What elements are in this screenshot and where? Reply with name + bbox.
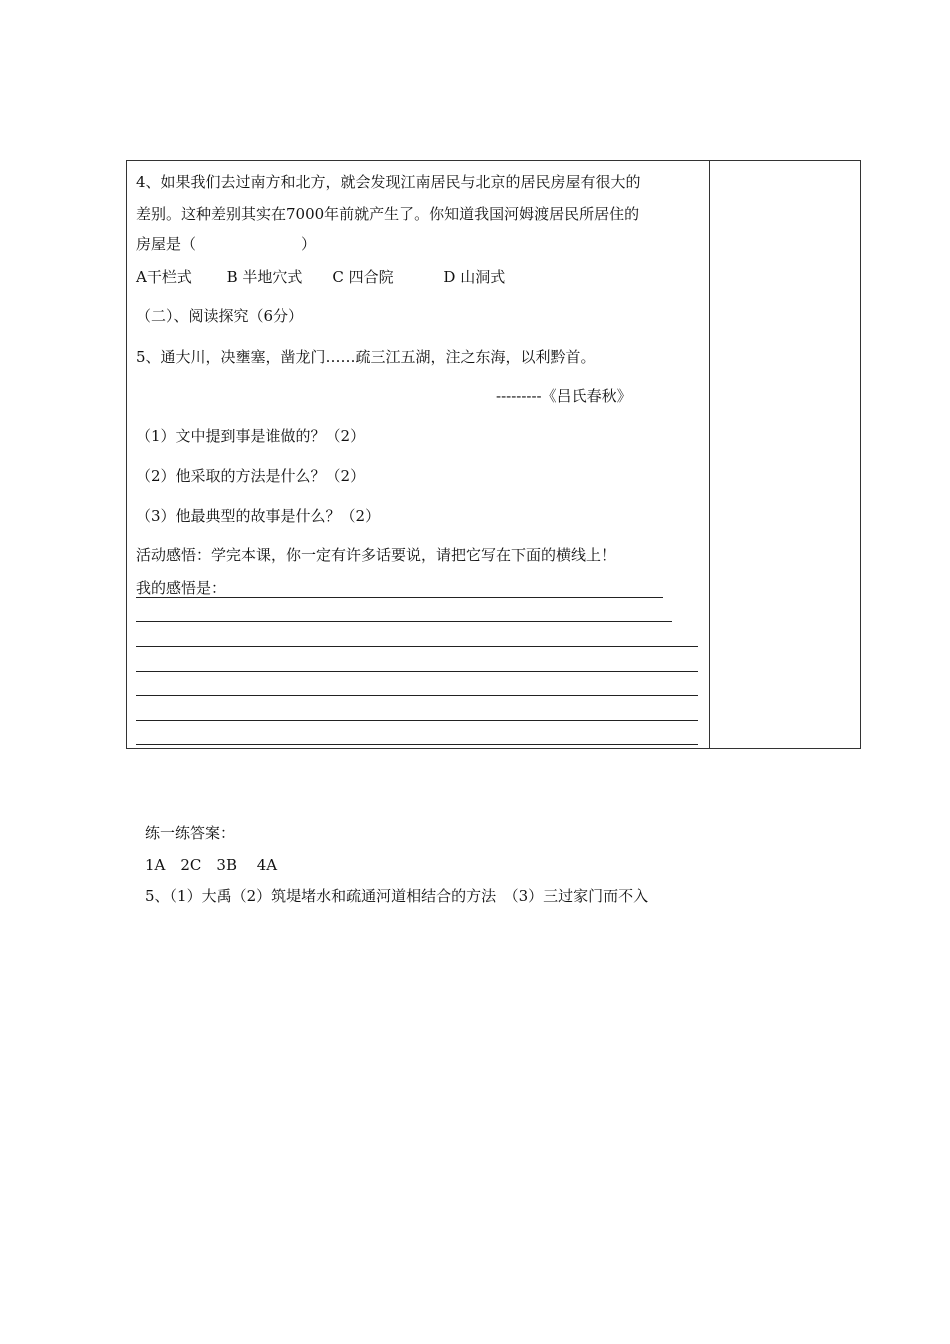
column-divider bbox=[709, 161, 710, 748]
question-4-line-2: 差别。这种差别其实在7000年前就产生了。你知道我国河姆渡居民所居住的 bbox=[136, 205, 640, 223]
answers-title: 练一练答案： bbox=[145, 824, 236, 842]
writing-line-6 bbox=[136, 720, 698, 721]
writing-line-7 bbox=[136, 744, 698, 745]
writing-line-3 bbox=[136, 646, 698, 647]
worksheet-table bbox=[126, 160, 861, 749]
section-2-heading: （二）、阅读探究（6分） bbox=[136, 307, 304, 325]
answers-line-1: 1A 2C 3B 4A bbox=[145, 856, 278, 874]
writing-line-2 bbox=[136, 621, 672, 622]
writing-line-5 bbox=[136, 695, 698, 696]
writing-line-1 bbox=[136, 597, 663, 598]
question-4-line-3: 房屋是（ ） bbox=[136, 235, 317, 253]
question-5-sub-3: （3）他最典型的故事是什么？（2） bbox=[136, 507, 381, 525]
reflection-prompt: 活动感悟：学完本课，你一定有许多话要说，请把它写在下面的横线上！ bbox=[136, 546, 617, 564]
writing-line-4 bbox=[136, 671, 698, 672]
question-5-sub-2: （2）他采取的方法是什么？（2） bbox=[136, 467, 366, 485]
reflection-label: 我的感悟是： bbox=[136, 579, 227, 597]
question-5-sub-1: （1）文中提到事是谁做的？（2） bbox=[136, 427, 366, 445]
question-4-options: A干栏式 B 半地穴式 C 四合院 D 山洞式 bbox=[136, 268, 506, 286]
question-4-line-1: 4、如果我们去过南方和北方，就会发现江南居民与北京的居民房屋有很大的 bbox=[136, 173, 641, 191]
answers-line-2: 5、（1）大禹（2）筑堤堵水和疏通河道相结合的方法 （3）三过家门而不入 bbox=[145, 887, 649, 905]
question-5-text: 5、通大川，决壅塞，凿龙门……疏三江五湖，注之东海，以利黔首。 bbox=[136, 348, 596, 366]
question-5-source: ---------《吕氏春秋》 bbox=[496, 387, 632, 405]
